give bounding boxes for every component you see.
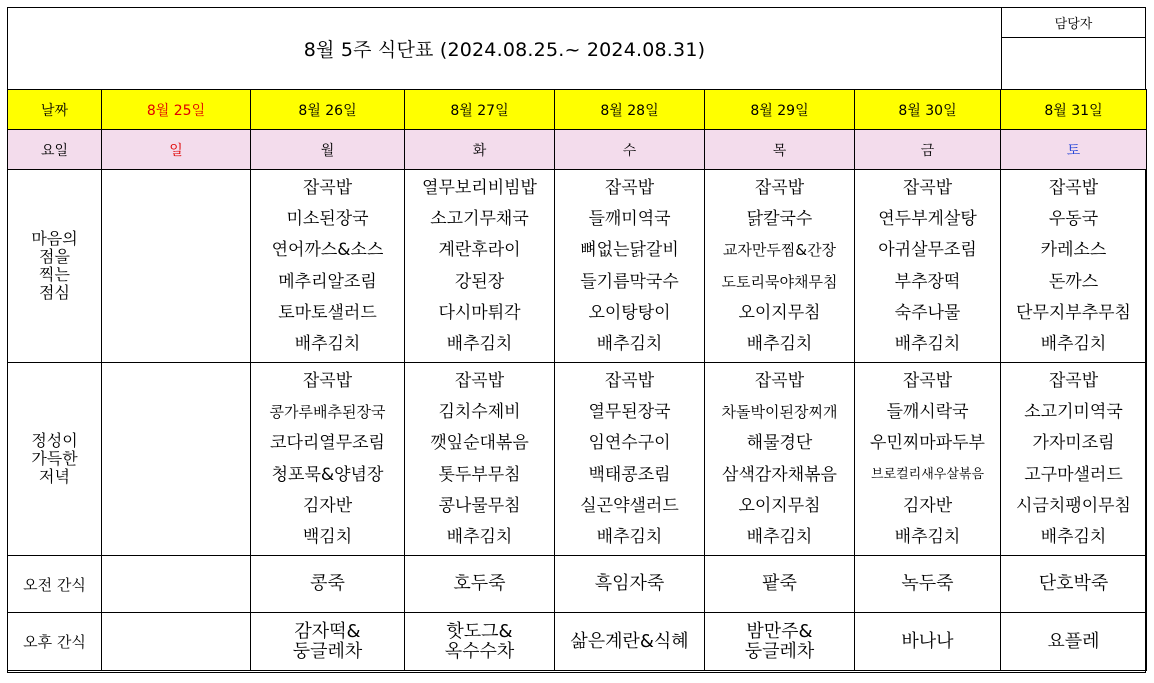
dinner-dish-item: 배추김치 bbox=[894, 526, 961, 547]
pm-snack-line: 핫도그& bbox=[446, 620, 513, 642]
title-area bbox=[8, 8, 1001, 89]
lunch-dish-item: 단무지부추무침 bbox=[1016, 302, 1131, 323]
lunch-dish-item: 잡곡밥 bbox=[604, 178, 655, 198]
date-row bbox=[8, 90, 1147, 130]
pm-snack-cell bbox=[855, 613, 1001, 671]
lunch-dish-item: 배추김치 bbox=[446, 333, 513, 354]
lunch-dish-item: 잡곡밥 bbox=[754, 178, 805, 198]
lunch-dish-list bbox=[855, 172, 1000, 360]
dinner-dish-cell bbox=[405, 363, 555, 556]
lunch-dish-cell bbox=[102, 170, 251, 363]
pm-snack-line: 둥글레차 bbox=[292, 640, 363, 662]
dinner-dish-list bbox=[102, 365, 250, 553]
am-snack-cell: 녹두죽 bbox=[855, 556, 1001, 613]
dinner-dish-item: 깻잎순대볶음 bbox=[430, 433, 529, 454]
dinner-dish-item: 김치수제비 bbox=[438, 402, 521, 423]
dinner-dish-item: 잡곡밥 bbox=[454, 371, 505, 391]
lunch-dish-item: 오이지무침 bbox=[738, 302, 821, 323]
lunch-dish-item: 배추김치 bbox=[1040, 333, 1107, 354]
am-snack-cell: 단호박죽 bbox=[1001, 556, 1147, 613]
lunch-dish-item: 아귀살무조림 bbox=[878, 240, 977, 261]
dinner-dish-cell bbox=[1001, 363, 1147, 556]
dinner-dish-item: 들깨시락국 bbox=[886, 402, 969, 423]
dinner-dish-list bbox=[251, 365, 404, 553]
lunch-dish-item: 도토리묵야채무침 bbox=[721, 272, 838, 291]
lunch-dish-item: 들기름막국수 bbox=[580, 271, 679, 292]
dinner-dish-item: 해물경단 bbox=[746, 433, 813, 454]
dinner-dish-item: 시금치팽이무침 bbox=[1016, 495, 1131, 516]
lunch-dish-cell bbox=[1001, 170, 1147, 363]
date-cell: 8월 26일 bbox=[251, 90, 405, 130]
lunch-dish-item: 배추김치 bbox=[596, 333, 663, 354]
lunch-label-line: 점심 bbox=[39, 283, 70, 302]
lunch-dish-item: 배추김치 bbox=[894, 333, 961, 354]
lunch-dish-list bbox=[705, 172, 854, 360]
lunch-dish-item: 카레소스 bbox=[1040, 240, 1107, 261]
lunch-dish-item: 돈까스 bbox=[1048, 271, 1099, 292]
weekday-row bbox=[8, 130, 1147, 170]
dinner-dish-item: 배추김치 bbox=[446, 526, 513, 547]
weekday-cell: 토 bbox=[1001, 130, 1147, 170]
lunch-dish-item: 잡곡밥 bbox=[302, 178, 353, 198]
lunch-dish-item: 잡곡밥 bbox=[1048, 178, 1099, 198]
approver-box bbox=[1001, 8, 1145, 89]
dinner-dish-item: 잡곡밥 bbox=[302, 371, 353, 391]
pm-snack-cell bbox=[102, 613, 251, 671]
am-snack-row bbox=[8, 556, 1147, 613]
lunch-label-line: 찍는 bbox=[39, 265, 70, 284]
dinner-dish-item: 콩가루배추된장국 bbox=[269, 403, 386, 422]
lunch-dish-cell bbox=[405, 170, 555, 363]
dinner-dish-item: 고구마샐러드 bbox=[1024, 464, 1123, 485]
lunch-dish-list bbox=[251, 172, 404, 360]
date-cell: 8월 27일 bbox=[405, 90, 555, 130]
meal-table bbox=[7, 89, 1147, 671]
pm-snack-cell bbox=[705, 613, 855, 671]
approver-label: 담당자 bbox=[1002, 8, 1145, 38]
dinner-dish-item: 잡곡밥 bbox=[1048, 371, 1099, 391]
dinner-dish-item: 백태콩조림 bbox=[588, 464, 671, 485]
lunch-dish-item: 연두부게살탕 bbox=[878, 209, 977, 230]
dinner-dish-item: 배추김치 bbox=[746, 526, 813, 547]
dinner-label-line: 정성이 bbox=[31, 431, 78, 450]
pm-snack-line: 옥수수차 bbox=[444, 640, 515, 662]
lunch-label-line: 마음의 bbox=[31, 229, 78, 248]
dinner-dish-list bbox=[405, 365, 554, 553]
pm-snack-line: 바나나 bbox=[901, 630, 954, 652]
pm-snack-row bbox=[8, 613, 1147, 671]
weekday-header: 요일 bbox=[8, 130, 102, 170]
weekday-cell: 일 bbox=[102, 130, 251, 170]
dinner-label-line: 가득한 bbox=[31, 449, 78, 468]
dinner-dish-item: 콩나물무침 bbox=[438, 495, 521, 516]
dinner-dish-cell bbox=[102, 363, 251, 556]
dinner-dish-cell bbox=[855, 363, 1001, 556]
dinner-dish-item: 배추김치 bbox=[1040, 526, 1107, 547]
dinner-dish-item: 잡곡밥 bbox=[754, 371, 805, 391]
dinner-dish-cell bbox=[705, 363, 855, 556]
lunch-row bbox=[8, 170, 1147, 363]
dinner-label-line: 저녁 bbox=[39, 467, 70, 486]
weekday-cell: 목 bbox=[705, 130, 855, 170]
lunch-dish-item: 소고기무채국 bbox=[430, 209, 529, 230]
pm-snack-cell bbox=[1001, 613, 1147, 671]
lunch-dish-cell bbox=[555, 170, 705, 363]
meal-plan-sheet bbox=[7, 7, 1146, 673]
lunch-dish-list bbox=[555, 172, 704, 360]
dinner-dish-item: 코다리열무조림 bbox=[270, 433, 385, 454]
dinner-dish-item: 브로컬리새우살볶음 bbox=[870, 466, 985, 482]
pm-snack-line: 둥글레차 bbox=[744, 640, 815, 662]
pm-snack-label: 오후 간식 bbox=[8, 613, 102, 671]
dinner-dish-list bbox=[855, 365, 1000, 553]
lunch-dish-cell bbox=[251, 170, 405, 363]
lunch-dish-item: 토마토샐러드 bbox=[278, 302, 377, 323]
lunch-dish-item: 강된장 bbox=[454, 271, 505, 292]
pm-snack-cell bbox=[555, 613, 705, 671]
dinner-dish-item: 김자반 bbox=[302, 495, 353, 516]
weekday-cell: 금 bbox=[855, 130, 1001, 170]
lunch-dish-cell bbox=[705, 170, 855, 363]
lunch-dish-item: 연어까스&소스 bbox=[271, 240, 384, 261]
pm-snack-line: 감자떡& bbox=[294, 620, 361, 642]
dinner-dish-item: 잡곡밥 bbox=[902, 371, 953, 391]
pm-snack-line: 삶은계란&식혜 bbox=[570, 630, 689, 652]
date-cell: 8월 28일 bbox=[555, 90, 705, 130]
lunch-dish-item: 열무보리비빔밥 bbox=[422, 178, 537, 198]
lunch-dish-item: 닭칼국수 bbox=[746, 209, 813, 230]
pm-snack-line: 밤만주& bbox=[746, 620, 813, 642]
lunch-dish-item: 메추리알조림 bbox=[278, 271, 377, 292]
dinner-dish-item: 차돌박이된장찌개 bbox=[721, 403, 838, 422]
pm-snack-cell bbox=[405, 613, 555, 671]
lunch-dish-item: 뼈없는닭갈비 bbox=[580, 240, 679, 261]
dinner-dish-item: 백김치 bbox=[302, 526, 353, 547]
dinner-dish-cell bbox=[251, 363, 405, 556]
dinner-dish-item: 청포묵&양념장 bbox=[271, 464, 384, 485]
lunch-dish-item: 부추장떡 bbox=[894, 271, 961, 292]
am-snack-label: 오전 간식 bbox=[8, 556, 102, 613]
dinner-dish-item: 소고기미역국 bbox=[1024, 402, 1123, 423]
lunch-dish-item: 들깨미역국 bbox=[588, 209, 671, 230]
date-cell: 8월 25일 bbox=[102, 90, 251, 130]
lunch-dish-item: 배추김치 bbox=[294, 333, 361, 354]
lunch-dish-item: 다시마튀각 bbox=[438, 302, 521, 323]
dinner-dish-list bbox=[1001, 365, 1146, 553]
weekday-cell: 화 bbox=[405, 130, 555, 170]
lunch-dish-item: 교자만두찜&간장 bbox=[722, 241, 837, 260]
lunch-dish-item: 미소된장국 bbox=[286, 209, 369, 230]
dinner-dish-item: 가자미조림 bbox=[1032, 433, 1115, 454]
dinner-label bbox=[8, 363, 102, 556]
pm-snack-cell bbox=[251, 613, 405, 671]
lunch-label-line: 점을 bbox=[39, 247, 70, 266]
am-snack-cell: 팥죽 bbox=[705, 556, 855, 613]
am-snack-cell: 흑임자죽 bbox=[555, 556, 705, 613]
dinner-dish-item: 열무된장국 bbox=[588, 402, 671, 423]
lunch-dish-list bbox=[1001, 172, 1146, 360]
dinner-dish-item: 톳두부무침 bbox=[438, 464, 521, 485]
dinner-dish-item: 배추김치 bbox=[596, 526, 663, 547]
page-title: 8월 5주 식단표 (2024.08.25.~ 2024.08.31) bbox=[303, 39, 706, 61]
pm-snack-line: 요플레 bbox=[1047, 630, 1100, 652]
am-snack-cell: 콩죽 bbox=[251, 556, 405, 613]
lunch-dish-list bbox=[102, 172, 250, 360]
dinner-dish-item: 김자반 bbox=[902, 495, 953, 516]
dinner-dish-item: 오이지무침 bbox=[738, 495, 821, 516]
dinner-dish-item: 잡곡밥 bbox=[604, 371, 655, 391]
dinner-dish-item: 삼색감자채볶음 bbox=[722, 464, 837, 485]
lunch-dish-item: 잡곡밥 bbox=[902, 178, 953, 198]
lunch-dish-item: 오이탕탕이 bbox=[588, 302, 671, 323]
dinner-row bbox=[8, 363, 1147, 556]
dinner-dish-item: 우민찌마파두부 bbox=[870, 433, 985, 454]
am-snack-cell bbox=[102, 556, 251, 613]
dinner-dish-list bbox=[555, 365, 704, 553]
lunch-dish-item: 계란후라이 bbox=[438, 240, 521, 261]
dinner-dish-list bbox=[705, 365, 854, 553]
am-snack-cell: 호두죽 bbox=[405, 556, 555, 613]
lunch-dish-item: 우동국 bbox=[1048, 209, 1099, 230]
date-cell: 8월 31일 bbox=[1001, 90, 1147, 130]
lunch-dish-item: 숙주나물 bbox=[894, 302, 961, 323]
date-cell: 8월 29일 bbox=[705, 90, 855, 130]
date-cell: 8월 30일 bbox=[855, 90, 1001, 130]
lunch-dish-item: 배추김치 bbox=[746, 333, 813, 354]
lunch-dish-cell bbox=[855, 170, 1001, 363]
weekday-cell: 수 bbox=[555, 130, 705, 170]
dinner-dish-cell bbox=[555, 363, 705, 556]
dinner-dish-item: 실곤약샐러드 bbox=[580, 495, 679, 516]
date-header: 날짜 bbox=[8, 90, 102, 130]
dinner-dish-item: 임연수구이 bbox=[588, 433, 671, 454]
lunch-dish-list bbox=[405, 172, 554, 360]
lunch-label bbox=[8, 170, 102, 363]
weekday-cell: 월 bbox=[251, 130, 405, 170]
